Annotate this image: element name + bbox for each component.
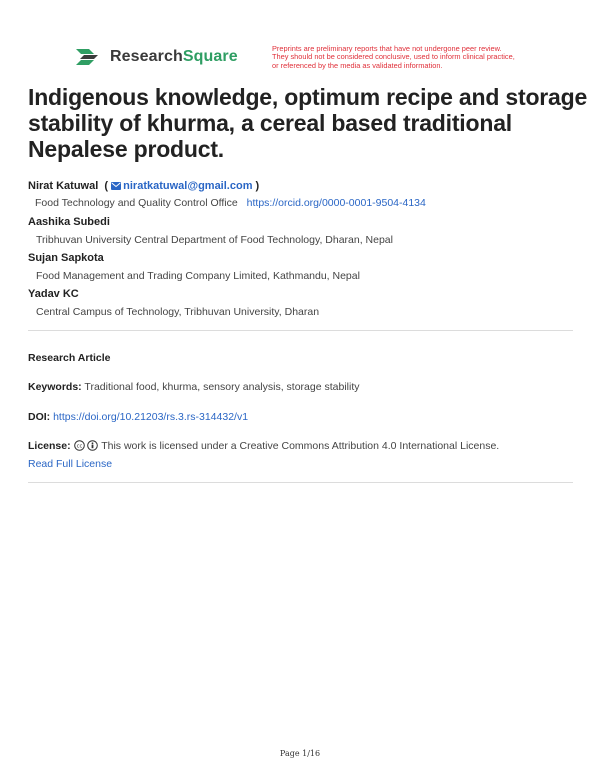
brand-square: Square xyxy=(182,48,238,65)
disclaimer-line: or referenced by the media as validated information. xyxy=(272,60,443,70)
author-4: Yadav KC xyxy=(28,288,79,300)
email-paren-close: ) xyxy=(255,180,260,192)
email-paren-open: ( xyxy=(101,180,109,192)
doi-label: DOI: xyxy=(28,411,51,423)
page-number: Page 1/16 xyxy=(279,749,321,758)
license-text: This work is licensed under a Creative Commons Attribution 4.0 International License. xyxy=(101,440,500,452)
read-full-license-link[interactable]: Read Full License xyxy=(28,458,113,470)
research-square-logo[interactable] xyxy=(74,46,238,68)
svg-text:cc: cc xyxy=(76,443,82,450)
author-1-affiliation-row xyxy=(35,197,426,209)
author-2-affiliation: Tribhuvan University Central Department of Food Technology, Dharan, Nepal xyxy=(36,234,393,246)
section-divider xyxy=(28,330,573,331)
doi-link[interactable]: https://doi.org/10.21203/rs.3.rs-314432/v1 xyxy=(53,411,249,423)
orcid-link[interactable]: https://orcid.org/0000-0001-9504-4134 xyxy=(246,197,426,209)
attribution-icon xyxy=(87,440,98,451)
author-4-affiliation: Central Campus of Technology, Tribhuvan University, Dharan xyxy=(36,306,320,318)
license-row xyxy=(28,440,499,452)
disclaimer-line: They should not be considered conclusive, used to inform clinical practice, xyxy=(272,52,515,62)
keywords-row xyxy=(28,381,360,393)
author-email-link[interactable] xyxy=(111,180,252,192)
author-name: Nirat Katuwal xyxy=(28,180,99,192)
brand-research: Research xyxy=(110,48,183,65)
creative-commons-icon xyxy=(74,440,85,451)
author-3-affiliation: Food Management and Trading Company Limited, Kathmandu, Nepal xyxy=(36,270,360,282)
keywords-value: Traditional food, khurma, sensory analysis, storage stability xyxy=(84,381,360,393)
preprint-disclaimer xyxy=(272,45,572,70)
author-2: Aashika Subedi xyxy=(28,216,110,228)
author-1 xyxy=(28,180,259,192)
license-label: License: xyxy=(28,440,71,452)
brand-name xyxy=(110,48,238,66)
read-license-row xyxy=(28,458,112,470)
disclaimer-line: Preprints are preliminary reports that have not undergone peer review. xyxy=(272,44,502,53)
author-email: niratkatuwal@gmail.com xyxy=(123,180,253,192)
section-divider xyxy=(28,482,573,483)
keywords-label: Keywords: xyxy=(28,381,82,393)
research-square-logo-icon xyxy=(74,46,104,68)
doi-row xyxy=(28,411,248,423)
author-affiliation: Food Technology and Quality Control Office xyxy=(35,197,238,209)
article-type-row xyxy=(28,352,111,364)
envelope-icon xyxy=(111,182,121,190)
article-type: Research Article xyxy=(28,352,111,364)
paper-title: Indigenous knowledge, optimum recipe and storage stability of khurma, a cereal based traditional Nepalese product. xyxy=(28,84,588,162)
author-3: Sujan Sapkota xyxy=(28,252,104,264)
